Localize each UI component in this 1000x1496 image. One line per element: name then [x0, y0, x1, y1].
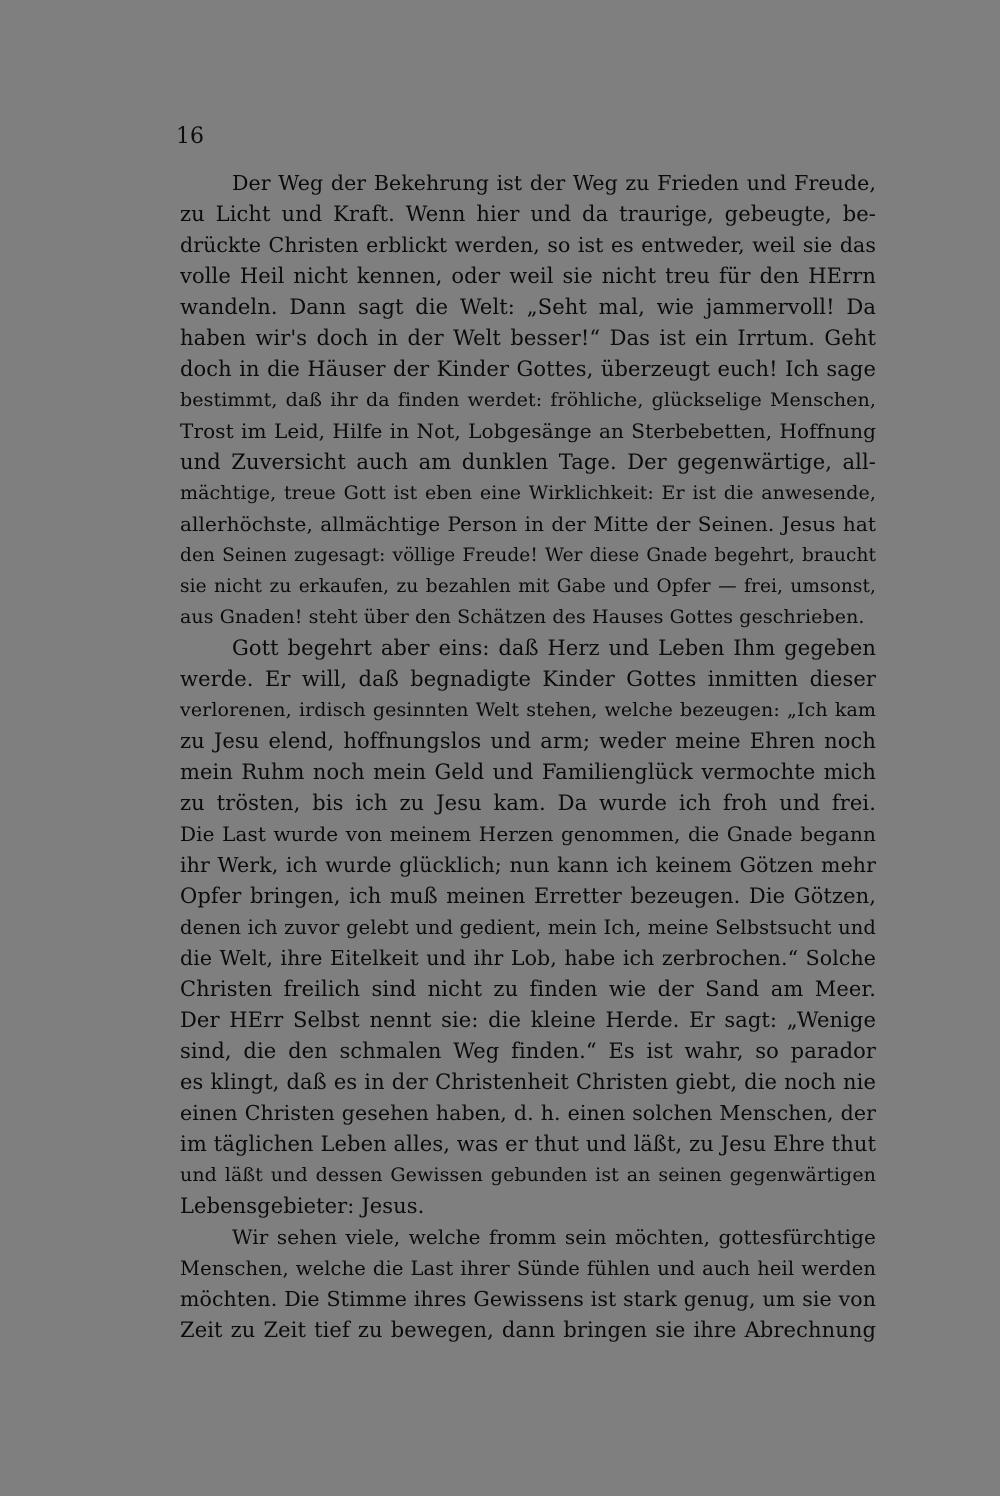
- text-line: verlorenen, irdisch gesinnten Welt stehen, welche bezeugen: „Ich kam: [180, 699, 876, 721]
- text-line: sie nicht zu erkaufen, zu bezahlen mit Gabe und Opfer — frei, umsonst,: [180, 576, 876, 597]
- text-line: Die Last wurde von meinem Herzen genommen, die Gnade begann: [180, 822, 876, 846]
- text-line: Opfer bringen, ich muß meinen Erretter bezeugen. Die Götzen,: [180, 884, 876, 908]
- text-line: Menschen, welche die Last ihrer Sünde fühlen und auch heil werden: [180, 1257, 876, 1280]
- text-line: sind, die den schmalen Weg finden.“ Es ist wahr, so parador: [180, 1039, 876, 1063]
- page-number: 16: [176, 124, 204, 149]
- body-text: [180, 168, 876, 1346]
- text-line: zu Jesu elend, hoffnungslos und arm; weder meine Ehren noch: [180, 729, 876, 753]
- text-line: ihr Werk, ich wurde glücklich; nun kann ich keinem Götzen mehr: [180, 853, 876, 877]
- text-line: es klingt, daß es in der Christenheit Christen giebt, die noch nie: [180, 1070, 876, 1094]
- text-line: mächtige, treue Gott ist eben eine Wirklichkeit: Er ist die anwesende,: [180, 482, 876, 504]
- text-line: bestimmt, daß ihr da finden werdet: fröhliche, glückselige Menschen,: [180, 389, 876, 411]
- text-line: drückte Christen erblickt werden, so ist es entweder, weil sie das: [180, 233, 876, 257]
- text-line: und läßt und dessen Gewissen gebunden ist an seinen gegenwärtigen: [180, 1164, 876, 1186]
- text-line: volle Heil nicht kennen, oder weil sie nicht treu für den HErrn: [180, 264, 876, 288]
- text-line: aus Gnaden! steht über den Schätzen des Hauses Gottes geschrieben.: [180, 606, 865, 628]
- text-line: den Seinen zugesagt: völlige Freude! Wer diese Gnade begehrt, braucht: [180, 545, 876, 566]
- text-line: doch in die Häuser der Kinder Gottes, überzeugt euch! Ich sage: [180, 357, 876, 381]
- text-line: möchten. Die Stimme ihres Gewissens ist stark genug, um sie von: [180, 1287, 876, 1311]
- text-line: die Welt, ihre Eitelkeit und ihr Lob, habe ich zerbrochen.“ Solche: [180, 946, 876, 970]
- text-line: Trost im Leid, Hilfe in Not, Lobgesänge an Sterbebetten, Hoffnung: [180, 419, 876, 443]
- text-line: Zeit zu Zeit tief zu bewegen, dann bringen sie ihre Abrechnung: [180, 1318, 876, 1342]
- text-line: werde. Er will, daß begnadigte Kinder Gottes inmitten dieser: [180, 667, 876, 691]
- text-line: Gott begehrt aber eins: daß Herz und Leben Ihm gegeben: [232, 636, 876, 660]
- text-line: denen ich zuvor gelebt und gedient, mein Ich, meine Selbstsucht und: [180, 916, 876, 939]
- text-line: Lebensgebieter: Jesus.: [180, 1194, 425, 1218]
- text-line: wandeln. Dann sagt die Welt: „Seht mal, wie jammervoll! Da: [180, 295, 876, 319]
- text-line: Christen freilich sind nicht zu finden wie der Sand am Meer.: [180, 977, 876, 1001]
- text-line: einen Christen gesehen haben, d. h. einen solchen Menschen, der: [180, 1101, 876, 1125]
- text-line: haben wir's doch in der Welt besser!“ Das ist ein Irrtum. Geht: [180, 326, 876, 350]
- text-line: zu Licht und Kraft. Wenn hier und da traurige, gebeugte, be-: [180, 202, 876, 226]
- text-line: Wir sehen viele, welche fromm sein möchten, gottesfürchtige: [232, 1225, 876, 1249]
- text-line: Der HErr Selbst nennt sie: die kleine Herde. Er sagt: „Wenige: [180, 1008, 876, 1032]
- text-line: zu trösten, bis ich zu Jesu kam. Da wurde ich froh und frei.: [180, 791, 876, 815]
- text-line: allerhöchste, allmächtige Person in der Mitte der Seinen. Jesus hat: [180, 512, 876, 536]
- text-line: und Zuversicht auch am dunklen Tage. Der gegenwärtige, all-: [180, 450, 876, 474]
- text-line: Der Weg der Bekehrung ist der Weg zu Frieden und Freude,: [232, 171, 876, 195]
- text-line: im täglichen Leben alles, was er thut und läßt, zu Jesu Ehre thut: [180, 1132, 876, 1156]
- text-line: mein Ruhm noch mein Geld und Familienglück vermochte mich: [180, 760, 876, 784]
